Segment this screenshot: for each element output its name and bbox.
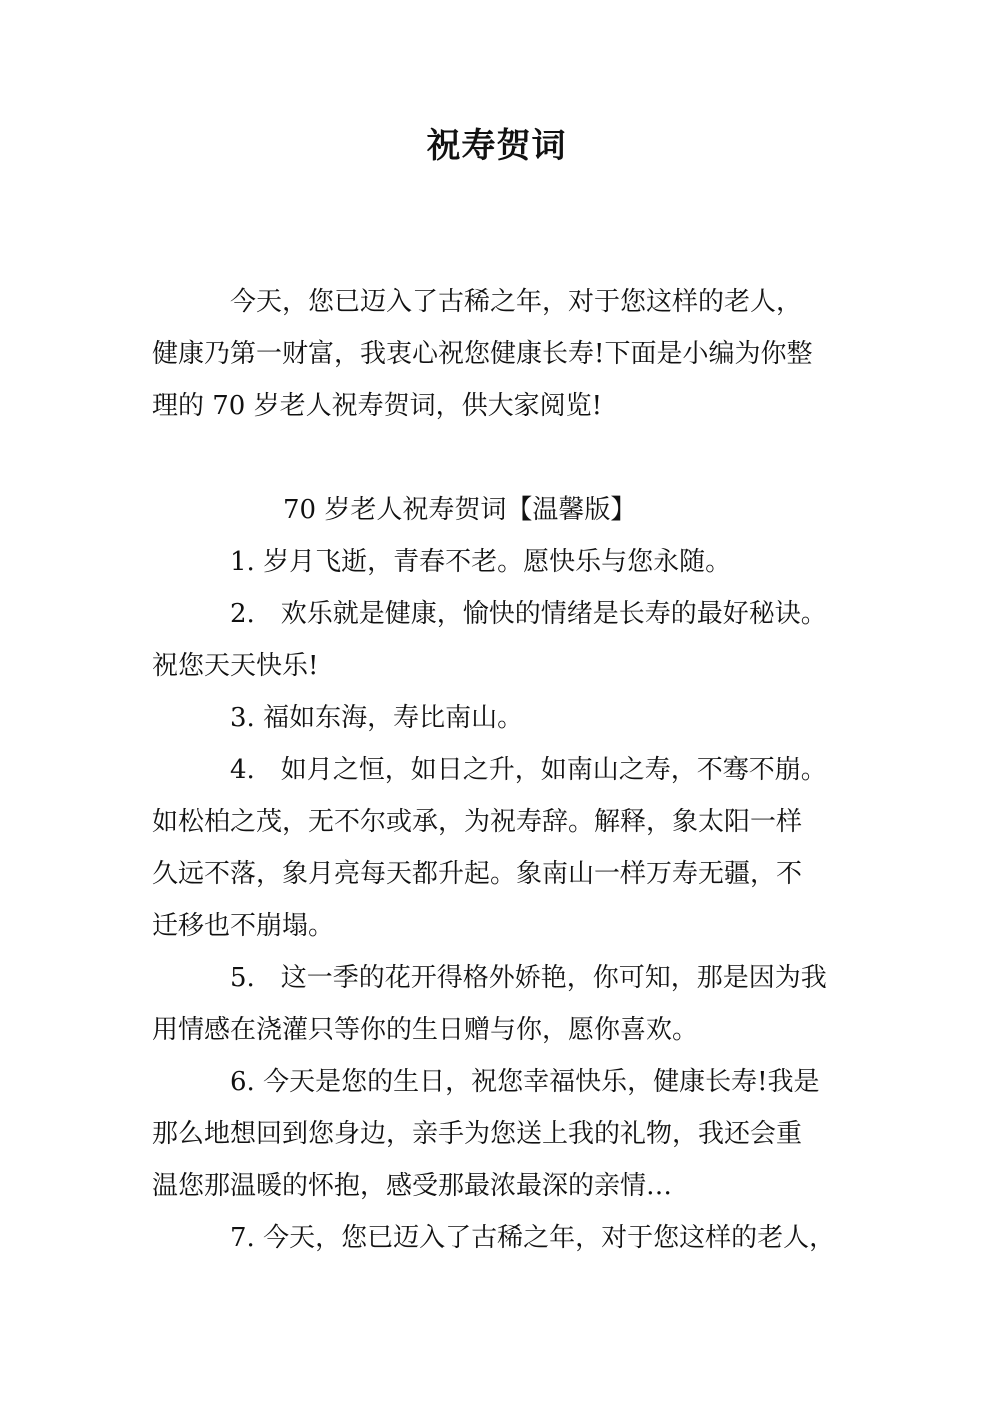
item-1-line-1: 1. 岁月飞逝，青春不老。愿快乐与您永随。 bbox=[230, 547, 732, 577]
item-4-line-4: 迁移也不崩塌。 bbox=[152, 911, 335, 941]
item-6-line-3: 温您那温暖的怀抱，感受那最浓最深的亲情… bbox=[152, 1171, 673, 1201]
item-2-line-2: 祝您天天快乐! bbox=[152, 651, 319, 681]
item-6-line-2: 那么地想回到您身边，亲手为您送上我的礼物，我还会重 bbox=[152, 1119, 803, 1149]
item-4-line-3: 久远不落，象月亮每天都升起。象南山一样万寿无疆，不 bbox=[152, 859, 803, 889]
section-heading: 70 岁老人祝寿贺词【温馨版】 bbox=[283, 495, 637, 525]
item-5-line-1: 5. 这一季的花开得格外娇艳，你可知，那是因为我 bbox=[230, 963, 827, 993]
intro-line-2: 健康乃第一财富，我衷心祝您健康长寿!下面是小编为你整 bbox=[152, 339, 813, 369]
item-2-line-1: 2. 欢乐就是健康，愉快的情绪是长寿的最好秘诀。 bbox=[230, 599, 827, 629]
item-4-line-2: 如松柏之茂，无不尔或承，为祝寿辞。解释，象太阳一样 bbox=[152, 807, 803, 837]
page-title: 祝寿贺词 bbox=[426, 126, 567, 166]
item-3-line-1: 3. 福如东海，寿比南山。 bbox=[230, 703, 524, 733]
item-4-line-1: 4. 如月之恒，如日之升，如南山之寿，不骞不崩。 bbox=[230, 755, 827, 785]
item-7-line-1: 7. 今天，您已迈入了古稀之年，对于您这样的老人， bbox=[230, 1223, 836, 1253]
item-6-line-1: 6. 今天是您的生日，祝您幸福快乐，健康长寿!我是 bbox=[230, 1067, 820, 1097]
item-5-line-2: 用情感在浇灌只等你的生日赠与你，愿你喜欢。 bbox=[152, 1015, 699, 1045]
intro-line-3: 理的 70 岁老人祝寿贺词，供大家阅览! bbox=[152, 391, 603, 421]
intro-line-1: 今天，您已迈入了古稀之年，对于您这样的老人， bbox=[230, 287, 803, 317]
